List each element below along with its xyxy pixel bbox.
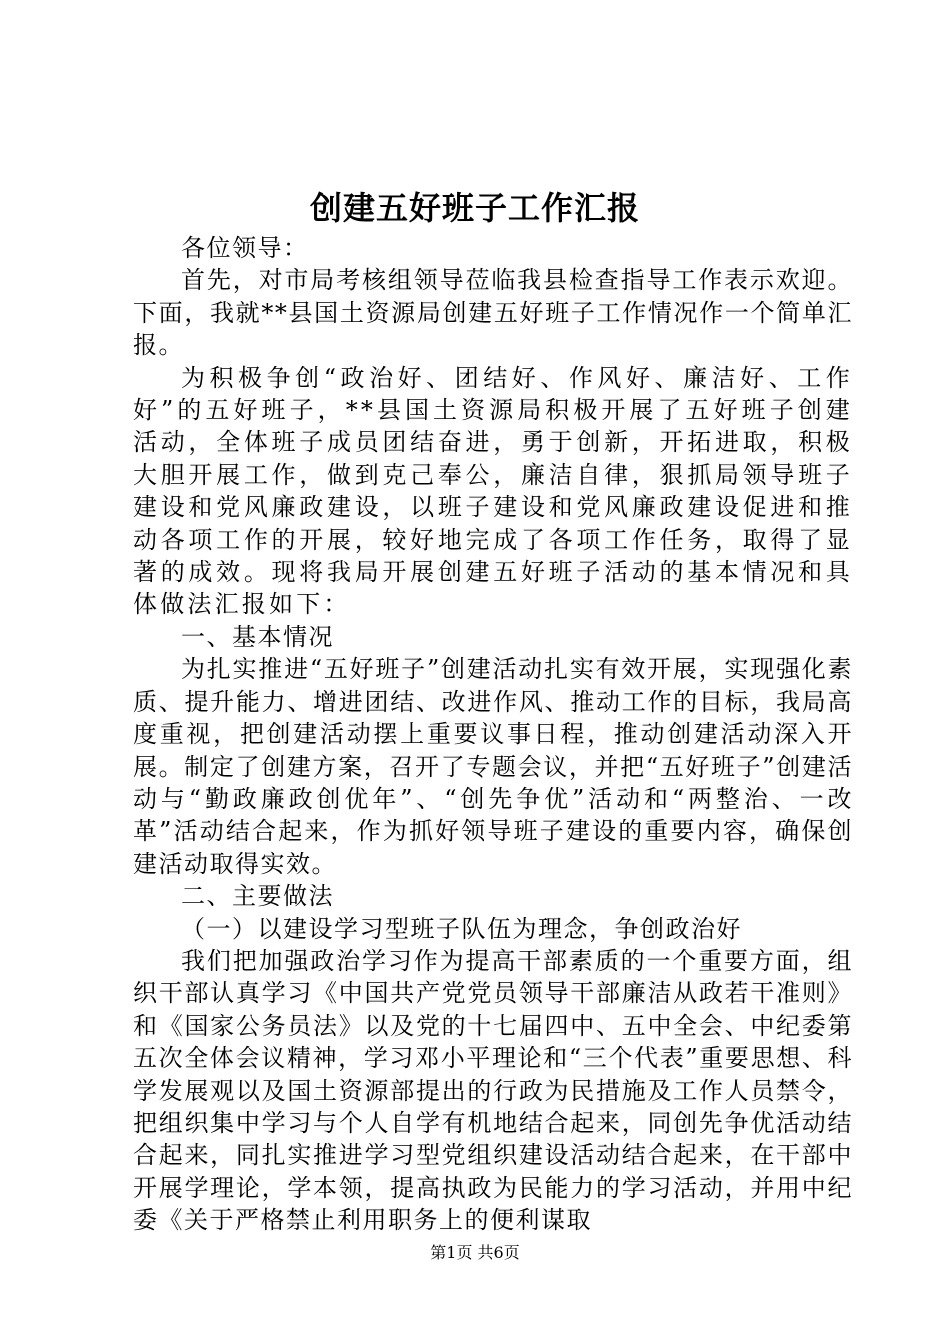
salutation: 各位领导： (181, 234, 309, 262)
subsection-heading-political: （一）以建设学习型班子队伍为理念，争创政治好 (181, 914, 742, 943)
paragraph-overview: 为积极争创“政治好、团结好、作风好、廉洁好、工作好”的五好班子，**县国土资源局积极开展了五好班子创建活动，全体班子成员团结奋进，勇于创新，开拓进取，积极大胆开展工作，做到克己奉公，廉洁自律，狠抓局领导班子建设和党风廉政建设，以班子建设和党风廉政建设促进和推动各项工作的开展，较好地完成了各项工作任务，取得了显著的成效。现将我局开展创建五好班子活动的基本情况和具体做法汇报如下： (133, 363, 853, 619)
page-footer: 第1页 共6页 (430, 1243, 520, 1262)
section-heading-basic-situation: 一、基本情况 (181, 622, 334, 651)
document-body (133, 232, 853, 1237)
document-title: 创建五好班子工作汇报 (309, 189, 640, 227)
paragraph-opening: 首先，对市局考核组领导莅临我县检查指导工作表示欢迎。下面，我就**县国土资源局创建五好班子工作情况作一个简单汇报。 (133, 266, 853, 360)
section-heading-main-practices: 二、主要做法 (181, 882, 334, 911)
paragraph-political-study: 我们把加强政治学习作为提高干部素质的一个重要方面，组织干部认真学习《中国共产党党员领导干部廉洁从政若干准则》和《国家公务员法》以及党的十七届四中、五中全会、中纪委第五次全体会议精神，学习邓小平理论和“三个代表”重要思想、科学发展观以及国土资源部提出的行政为民措施及工作人员禁令，把组织集中学习与个人自学有机地结合起来，同创先争优活动结合起来，同扎实推进学习型党组织建设活动结合起来，在干部中开展学理论，学本领，提高执政为民能力的学习活动，并用中纪委《关于严格禁止利用职务上的便利谋取 (133, 946, 853, 1235)
paragraph-basic-situation: 为扎实推进“五好班子”创建活动扎实有效开展，实现强化素质、提升能力、增进团结、改进作风、推动工作的目标，我局高度重视，把创建活动摆上重要议事日程，推动创建活动深入开展。制定了创建方案，召开了专题会议，并把“五好班子”创建活动与“勤政廉政创优年”、“创先争优”活动和“两整治、一改革”活动结合起来，作为抓好领导班子建设的重要内容，确保创建活动取得实效。 (133, 655, 853, 878)
